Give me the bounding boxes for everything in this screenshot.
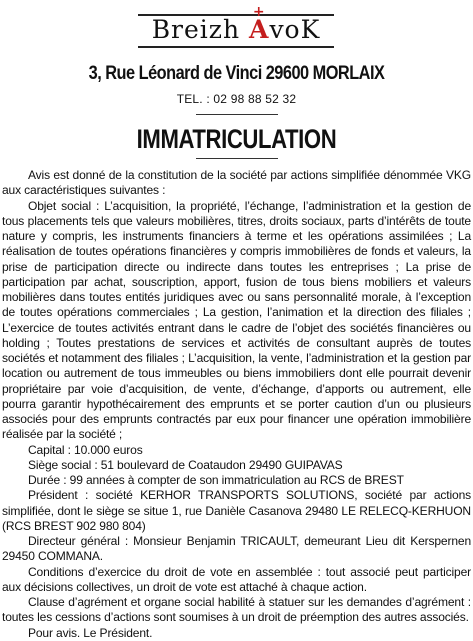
paragraph-capital: Capital : 10.000 euros [28, 442, 143, 457]
paragraph-directeur-general: Directeur général : Monsieur Benjamin TRICAULT, demeurant Lieu dit Kerspernen 29450 COMMANA. [2, 534, 471, 564]
paragraph-objet-social: Objet social : L’acquisition, la propriété, l’échange, l’administration et la gestion de tous placements tels que valeurs mobilières, titres, droits sociaux, parts d’intérêts de toute nature y compris, les instruments financiers à terme et les opérations assimilées ; La réalisation de toutes opérations financières y compris immobilières de fonds et valeurs, la prise de participation directe ou indirecte dans toutes les entreprises ; La prise de participation par achat, souscription, apport, fusion de tous biens mobiliers et valeurs mobilières dans toutes entités juridiques avec ou sans personnalité morale, à l’exception de toutes opérations commerciales ; La gestion, l’animation et la direction des filiales ; L’exercice de toutes activités entrant dans le cadre de l’objet des sociétés financières ou holding ; Toutes prestations de services et activités de consultant auprès de toutes sociétés et notamment des filiales ; L’acquisition, la vente, l’administration et la gestion par location ou autrement de tous immeubles ou biens immobiliers dont elle pourrait devenir propriétaire par voie d’acquisition, de vente, d’échange, d’apports ou autrement, elle pourra garantir hypothécairement des emprunts et se porter caution d’un ou plusieurs associés pour des emprunts contractés par eux pour financer une opération immobilière réalisée par la société ; [2, 198, 471, 442]
notice-body [2, 168, 471, 641]
telephone-line: TEL. : 02 98 88 52 32 [176, 92, 297, 106]
logo-text-part-1: Breizh [151, 15, 250, 44]
paragraph-agrement: Clause d’agrément et organe social habilité à statuer sur les demandes d’agrément : toutes les cessions d’actions sont soumises à un droit de préemption des autres associés. [2, 595, 471, 625]
paragraph-duree: Durée : 99 années à compter de son immatriculation au RCS de BREST [28, 473, 404, 487]
paragraph-droit-de-vote: Conditions d’exercice du droit de vote en assemblée : tout associé peut participer aux décisions collectives, un droit de vote est attaché à chaque action. [2, 564, 471, 594]
divider-top [196, 114, 278, 115]
paragraph-intro: Avis est donné de la constitution de la société par actions simplifiée dénommée VKG aux caractéristiques suivantes : [2, 168, 471, 198]
divider-bottom [196, 158, 278, 159]
logo-wordmark [138, 15, 334, 45]
logo-text-part-2: voK [269, 15, 321, 44]
paragraph-president: Président : société KERHOR TRANSPORTS SOLUTIONS, société par actions simplifiée, dont le siège se situe 1, rue Danièle Casanova 29480 LE RELECQ-KERHUON (RCS BREST 902 980 804) [2, 488, 471, 533]
address-line: 3, Rue Léonard de Vinci 29600 MORLAIX [88, 63, 385, 84]
notice-title: IMMATRICULATION [136, 124, 337, 154]
logo-text-accent: A + [249, 15, 269, 44]
brand-logo [138, 4, 334, 50]
paragraph-signature: Pour avis. Le Président. [28, 625, 153, 640]
paragraph-siege-social: Siège social : 51 boulevard de Coataudon 29490 GUIPAVAS [28, 457, 343, 472]
